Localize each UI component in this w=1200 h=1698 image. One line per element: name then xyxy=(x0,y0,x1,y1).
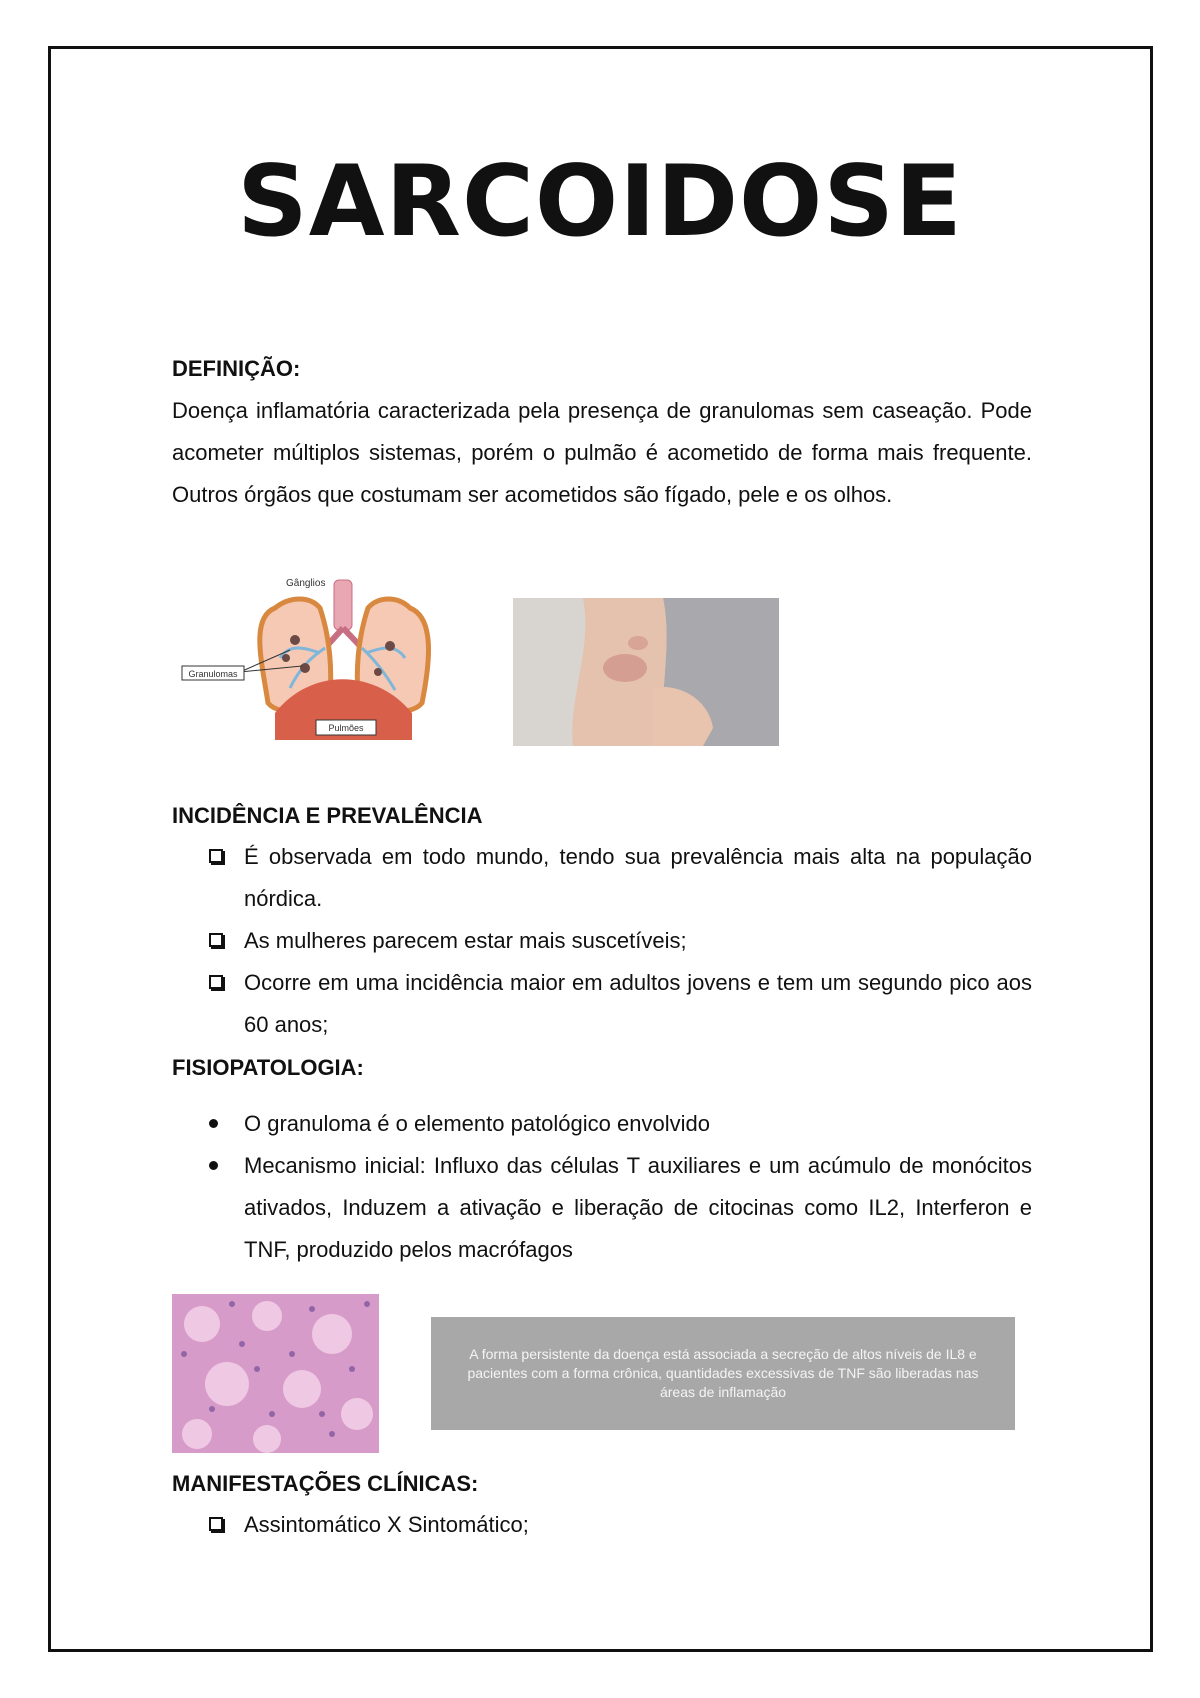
histology-image xyxy=(172,1294,379,1453)
incidence-heading: INCIDÊNCIA E PREVALÊNCIA xyxy=(172,803,483,828)
checkbox-bullet-icon xyxy=(209,1517,223,1531)
clinical-section xyxy=(172,1471,1032,1546)
note-box xyxy=(431,1317,1015,1430)
list-item: O granuloma é o elemento patológico envolvido xyxy=(172,1103,1032,1145)
physiopathology-heading: FISIOPATOLOGIA: xyxy=(172,1055,364,1080)
checkbox-bullet-icon xyxy=(209,975,223,989)
dot-bullet-icon xyxy=(209,1161,218,1170)
definition-section xyxy=(172,356,1032,516)
skin-lesion-photo xyxy=(513,598,779,746)
dot-bullet-icon xyxy=(209,1119,218,1128)
checkbox-bullet-icon xyxy=(209,849,223,863)
page-title: SARCOIDOSE xyxy=(237,145,963,259)
note-text: A forma persistente da doença está associada a secreção de altos níveis de IL8 e pacientes com a forma crônica, quantidades excessivas de TNF são liberadas nas áreas de inflamação xyxy=(467,1346,979,1400)
definition-text: Doença inflamatória caracterizada pela presença de granulomas sem caseação. Pode acometer múltiplos sistemas, porém o pulmão é acometido de forma mais frequente. Outros órgãos que costumam ser acometidos são fígado, pele e os olhos. xyxy=(172,398,1032,507)
list-item: Ocorre em uma incidência maior em adultos jovens e tem um segundo pico aos 60 anos; xyxy=(172,962,1032,1046)
label-pulmoes: Pulmões xyxy=(328,723,364,733)
list-item: As mulheres parecem estar mais suscetíveis; xyxy=(172,920,1032,962)
list-item: Assintomático X Sintomático; xyxy=(172,1504,1032,1546)
label-ganglios: Gânglios xyxy=(286,578,326,589)
lung-illustration xyxy=(180,568,442,740)
trachea-shape xyxy=(334,580,352,630)
incidence-section xyxy=(172,803,1032,1046)
list-item: Mecanismo inicial: Influxo das células T auxiliares e um acúmulo de monócitos ativados, Induzem a ativação e liberação de citocinas como IL2, Interferon e TNF, produzido pelos macrófagos xyxy=(172,1145,1032,1271)
label-granulomas: Granulomas xyxy=(188,669,238,679)
physiopathology-section xyxy=(172,1055,1032,1271)
clinical-heading: MANIFESTAÇÕES CLÍNICAS: xyxy=(172,1471,479,1496)
list-item: É observada em todo mundo, tendo sua prevalência mais alta na população nórdica. xyxy=(172,836,1032,920)
checkbox-bullet-icon xyxy=(209,933,223,947)
definition-heading: DEFINIÇÃO: xyxy=(172,356,301,381)
